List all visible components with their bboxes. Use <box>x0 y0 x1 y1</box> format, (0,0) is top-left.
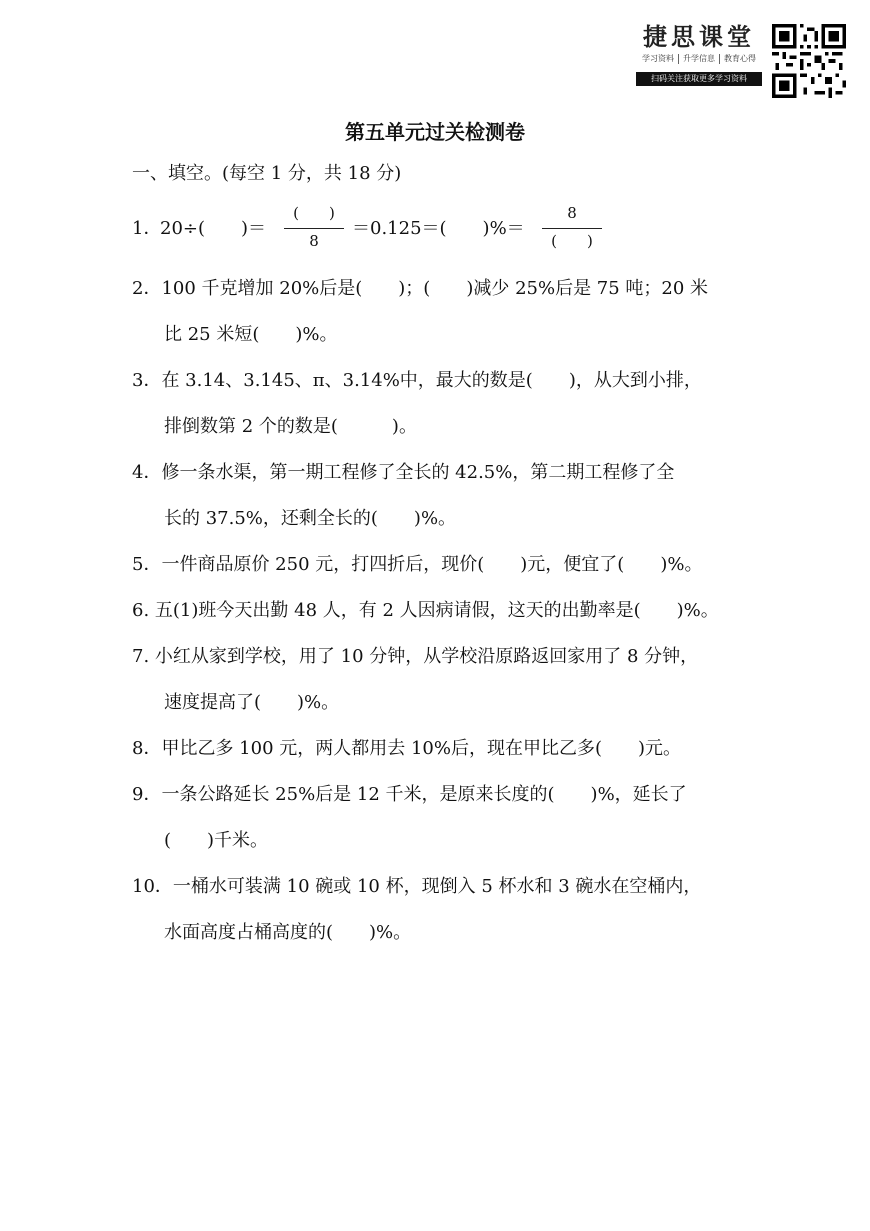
question-2-line-2: 比 25 米短( )%。 <box>164 324 338 345</box>
question-10-line-2: 水面高度占桶高度的( )%。 <box>164 922 412 943</box>
brand-name: 捷思课堂 <box>643 22 755 51</box>
fraction-denominator: 8 <box>309 232 319 250</box>
brand-tags <box>636 54 762 64</box>
fraction-bar <box>284 228 344 229</box>
fraction-numerator: ( ) <box>293 204 335 222</box>
question-text: ＝0.125＝( )%＝ <box>352 218 525 239</box>
question-9-line-1: 9．一条公路延长 25%后是 12 千米，是原来长度的( )%，延长了 <box>132 784 687 805</box>
question-6: 6. 五(1)班今天出勤 48 人，有 2 人因病请假，这天的出勤率是( )%。 <box>132 600 719 621</box>
fraction-denominator: ( ) <box>551 232 593 250</box>
question-2-line-1: 2．100 千克增加 20%后是( )；( )减少 25%后是 75 吨；20 米 <box>132 278 709 299</box>
brand-header <box>636 22 762 86</box>
question-5: 5．一件商品原价 250 元，打四折后，现价( )元，便宜了( )%。 <box>132 554 703 575</box>
fraction-numerator: 8 <box>567 204 577 222</box>
question-3-line-2: 排倒数第 2 个的数是( )。 <box>164 416 417 437</box>
question-4-line-1: 4．修一条水渠，第一期工程修了全长的 42.5%，第二期工程修了全 <box>132 462 675 483</box>
question-8: 8．甲比乙多 100 元，两人都用去 10%后，现在甲比乙多( )元。 <box>132 738 682 759</box>
question-9-line-2: ( )千米。 <box>164 830 269 851</box>
question-7-line-1: 7. 小红从家到学校，用了 10 分钟，从学校沿原路返回家用了 8 分钟， <box>132 646 699 667</box>
page-title: 第五单元过关检测卷 <box>345 120 525 144</box>
fraction-blank-over-8 <box>284 204 344 254</box>
brand-tag: 升学信息 <box>679 54 720 64</box>
section-heading: 一、填空。(每空 1 分，共 18 分) <box>132 163 402 184</box>
question-4-line-2: 长的 37.5%，还剩全长的( )%。 <box>164 508 457 529</box>
fraction-8-over-blank <box>542 204 602 254</box>
question-3-line-1: 3．在 3.14、3.145、π、3.14%中，最大的数是( )，从大到小排， <box>132 370 702 391</box>
brand-tag: 教育心得 <box>724 54 756 63</box>
brand-banner: 扫码关注获取更多学习资料 <box>636 72 762 86</box>
question-10-line-1: 10．一桶水可装满 10 碗或 10 杯，现倒入 5 杯水和 3 碗水在空桶内， <box>132 876 702 897</box>
fraction-bar <box>542 228 602 229</box>
question-text: 20÷( )＝ <box>160 218 267 239</box>
qr-code-icon <box>772 24 846 98</box>
question-7-line-2: 速度提高了( )%。 <box>164 692 340 713</box>
question-1 <box>132 204 632 254</box>
question-number: 1． <box>132 218 162 239</box>
brand-tag: 学习资料 <box>638 54 679 64</box>
